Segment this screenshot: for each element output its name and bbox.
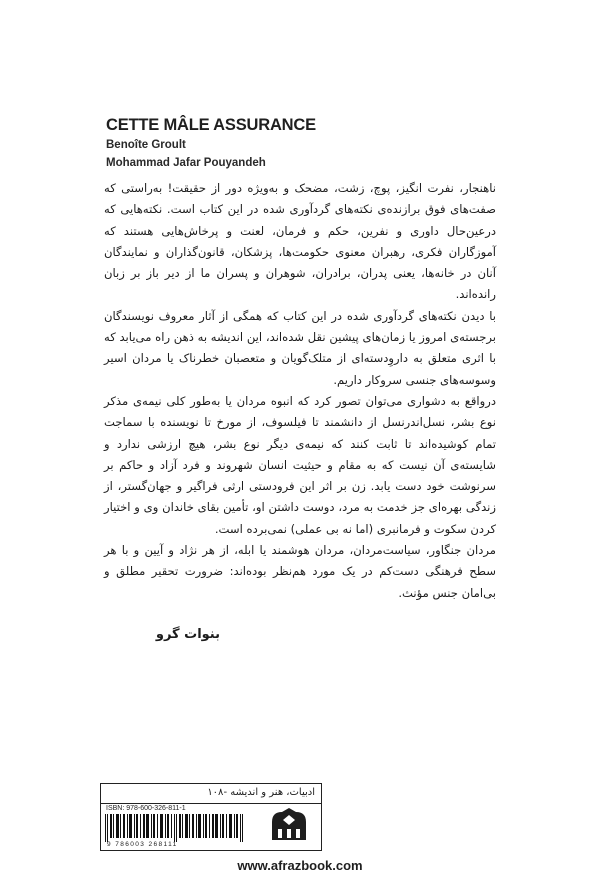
isbn-number: ISBN: 978-600-326-811-1 (106, 805, 186, 812)
publisher-logo-text (266, 806, 312, 842)
book-title-latin: CETTE MÂLE ASSURANCE (106, 116, 316, 134)
blurb-paragraph: مردان جنگاور، سیاست‌مردان، مردان هوشمند یا ابله، از هر نژاد و آیین و با هر سطح فرهنگی دست‌کم در یک مورد هم‌نظر بوده‌اند: ضرورت تحقیر مطلق و بی‌امان جنس مؤنث. (104, 543, 496, 600)
publisher-logo (266, 806, 312, 842)
author-name-latin: Benoîte Groult (106, 139, 186, 151)
translator-name-latin: Mohammad Jafar Pouyandeh (106, 157, 266, 169)
blurb-paragraph: ناهنجار، نفرت انگیز، پوچ، زشت، مضحک و به‌ویژه دور از حقیقت! به‌راستی که صفت‌های فوق برازنده‌ی نکته‌های گردآوری شده در این کتاب است. نکته‌هایی که درعین‌حال داوری و نفرین، حکم و فرمان، لعنت و پرخاش‌هایی هستند که آموزگاران فکری، رهبران معنوی حکومت‌ها، پزشکان، قانون‌گذاران و نمایندگان آنان در خانه‌ها، یعنی پدران، برادران، شوهران و پسران ما از دیر باز بر زبان رانده‌اند. (104, 181, 496, 302)
author-signature: بنوات گرو (155, 627, 220, 642)
blurb-paragraph: درواقع به دشواری می‌توان تصور کرد که انبوه مردان یا به‌طور کلی نیمه‌ی مذکر نوع بشر، نسل‌اندرنسل از دانشمند تا فیلسوف، از مورخ تا نویسنده با سماجت تمام کوشیده‌اند تا ثابت کنند که نیمه‌ی دیگر نوع بشر، هیچ ارزشی ندارد و شایسته‌ی آن نیست که به مقام و حیثیت انسان شهروند و فرد آزاد و حاکم بر سرنوشت خود دست یابد. زن بر اثر این فرودستی ارثی فراگیر و جهان‌گستر، از زندگی بهره‌ای جز خدمت به مرد، دوست داشتن او، تأمین بقای خاندان وی و اختیار کردن سکوت و فرمانبری (اما نه بی عملی) نمی‌برده است. (104, 393, 496, 536)
barcode-digits: 9 786003 268111 (107, 841, 178, 848)
publisher-website: www.afrazbook.com (237, 858, 363, 873)
barcode-icon (105, 814, 255, 842)
blurb-text (104, 178, 496, 604)
series-label: ادبیات، هنر و اندیشه -۱۰۸ (100, 783, 322, 803)
blurb-paragraph: با دیدن نکته‌های گردآوری شده در این کتاب که همگی از آثار معروف نویسندگان برجسته‌ی امروز یا زمان‌های پیشین نقل شده‌اند، این اندیشه به ذهن راه می‌یابد که با اثری متعلق به داروِدسته‌ای از متلک‌گویان و متعصبان خطرناک یا مردان اسیر وسوسه‌های جنسی سروکار داریم. (104, 308, 496, 387)
